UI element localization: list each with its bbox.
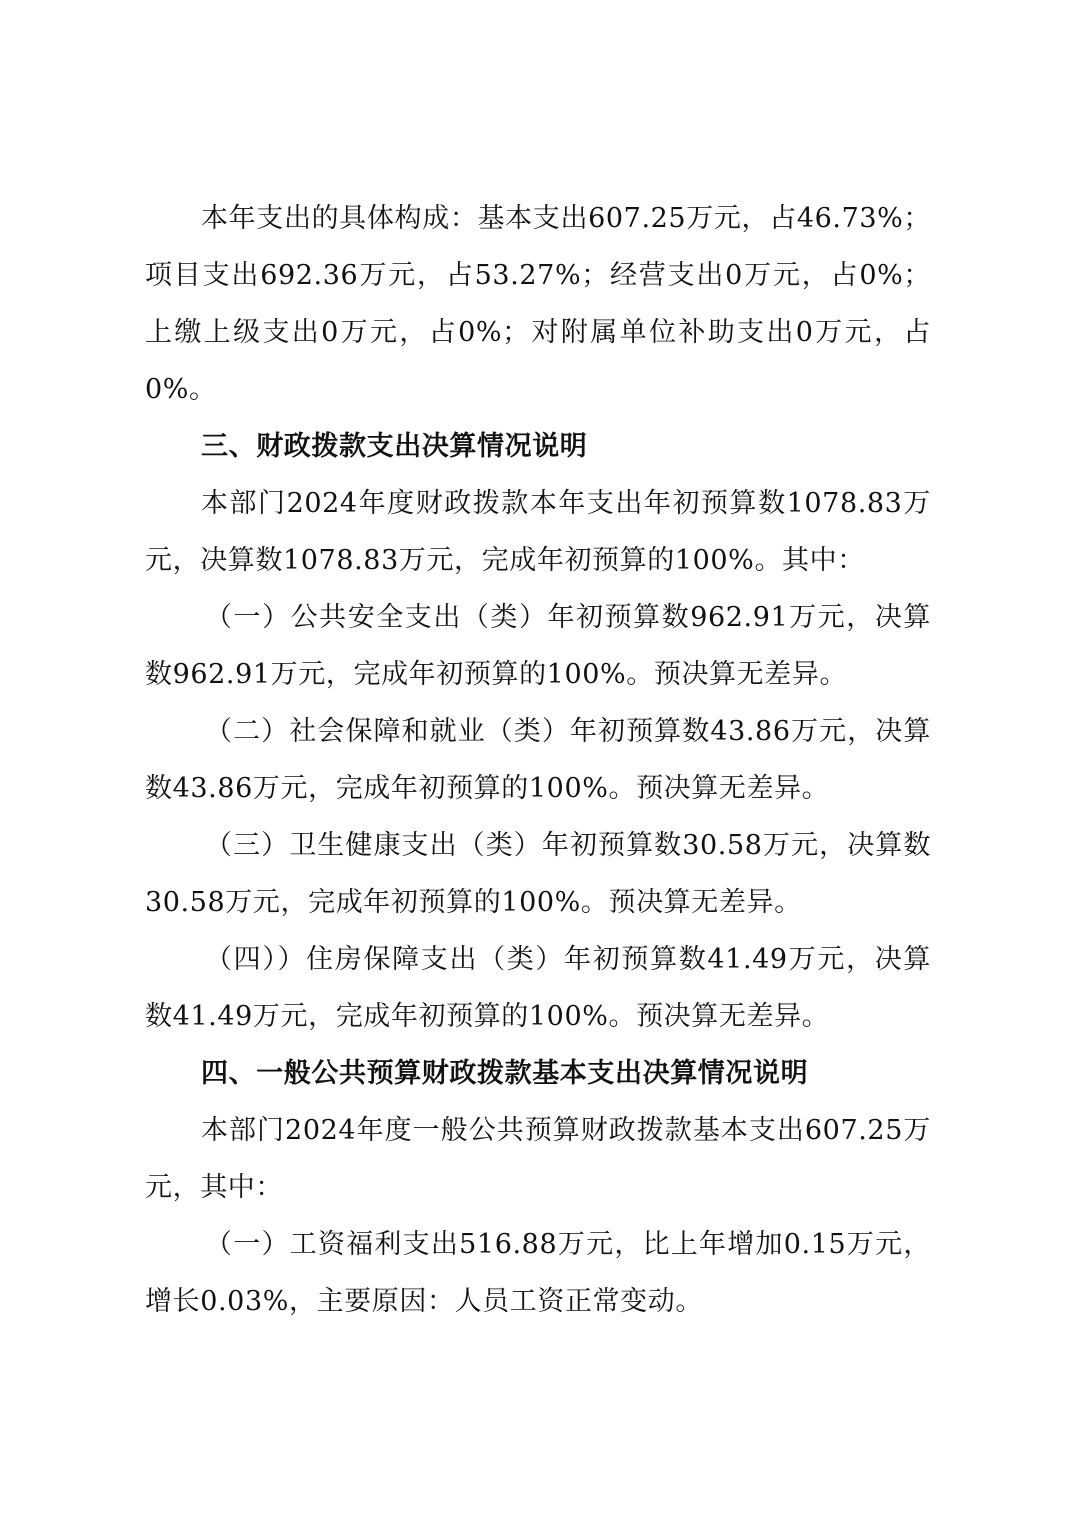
wage-welfare-item: （一）工资福利支出516.88万元，比上年增加0.15万元，增长0.03%，主要原因：人员工资正常变动。	[145, 1229, 931, 1317]
housing-item: （四））住房保障支出（类）年初预算数41.49万元，决算数41.49万元，完成年初预算的100%。预决算无差异。	[145, 944, 931, 1032]
social-security-item: （二）社会保障和就业（类）年初预算数43.86万元，决算数43.86万元，完成年初预算的100%。预决算无差异。	[145, 716, 931, 804]
fiscal-expenditure-summary-paragraph: 本部门2024年度财政拨款本年支出年初预算数1078.83万元，决算数1078.83万元，完成年初预算的100%。其中：	[145, 488, 931, 576]
basic-expenditure-summary-paragraph: 本部门2024年度一般公共预算财政拨款基本支出607.25万元，其中：	[145, 1115, 931, 1203]
document-body	[145, 190, 931, 1330]
section-heading-4: 四、一般公共预算财政拨款基本支出决算情况说明	[201, 1058, 809, 1089]
expenditure-composition-paragraph: 本年支出的具体构成：基本支出607.25万元，占46.73%；项目支出692.36万元，占53.27%；经营支出0万元，占0%；上缴上级支出0万元，占0%；对附属单位补助支出0万元，占0%。	[145, 203, 931, 405]
health-item: （三）卫生健康支出（类）年初预算数30.58万元，决算数30.58万元，完成年初预算的100%。预决算无差异。	[145, 830, 931, 918]
section-heading-3: 三、财政拨款支出决算情况说明	[201, 431, 588, 462]
public-security-item: （一）公共安全支出（类）年初预算数962.91万元，决算数962.91万元，完成年初预算的100%。预决算无差异。	[145, 602, 931, 690]
